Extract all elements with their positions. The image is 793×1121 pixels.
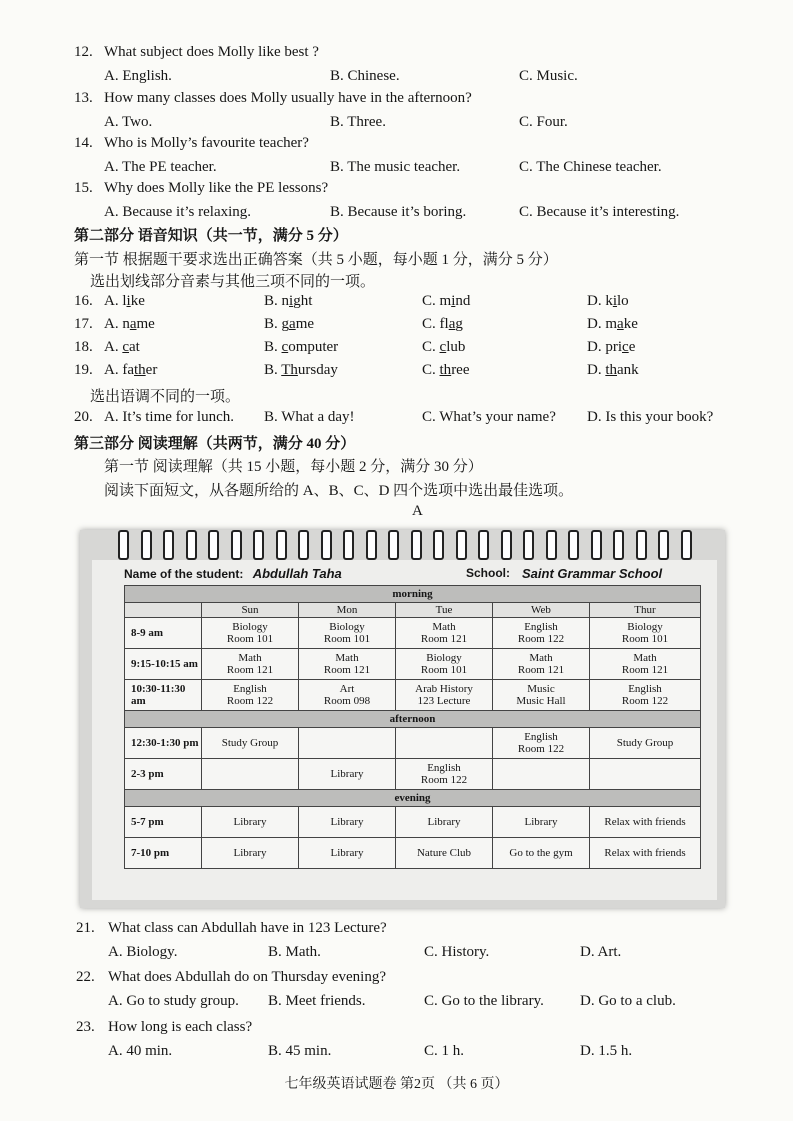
school-name: Saint Grammar School <box>522 566 663 581</box>
answer-option: A. It’s time for lunch. <box>104 409 234 425</box>
spiral-ring <box>546 530 557 560</box>
cell-room: Room 122 <box>517 633 565 645</box>
school-label: School: <box>466 566 510 580</box>
cell-room: Room 101 <box>621 633 669 645</box>
cell-subject: Biology <box>232 621 268 633</box>
day-header: Sun <box>202 603 299 618</box>
timetable-cell <box>202 618 299 649</box>
answer-option <box>104 316 155 333</box>
student-line <box>124 566 694 584</box>
cell-room: Room 122 <box>517 743 565 755</box>
part2-section: 第一节 根据题干要求选出正确答案（共 5 小题，每小题 1 分，满分 5 分） <box>74 252 558 268</box>
answer-option: C. Four. <box>519 114 568 130</box>
time-slot: 7-10 pm <box>125 838 202 869</box>
question-number: 23. <box>76 1019 95 1035</box>
cell-subject: Math <box>238 652 262 664</box>
answer-option: C. The Chinese teacher. <box>519 159 662 175</box>
answer-option: B. Math. <box>268 944 321 960</box>
period-header: morning <box>125 586 701 603</box>
question-number: 22. <box>76 969 95 985</box>
word-prefix: pri <box>605 339 623 355</box>
answer-option: B. Chinese. <box>330 68 400 84</box>
cell-subject: Nature Club <box>416 847 472 859</box>
word-prefix: n <box>281 293 290 309</box>
option-letter: D. <box>587 293 606 309</box>
answer-option <box>587 339 635 356</box>
answer-option: A. Go to study group. <box>108 993 239 1009</box>
cell-subject: Study Group <box>221 737 279 749</box>
timetable-cell <box>493 649 590 680</box>
timetable-cell <box>493 838 590 869</box>
day-header: Tue <box>396 603 493 618</box>
answer-option <box>587 316 638 333</box>
question-number: 18. <box>74 339 93 355</box>
cell-room: Room 121 <box>517 664 565 676</box>
day-header-blank <box>125 603 202 618</box>
answer-option <box>422 316 463 333</box>
question-number: 21. <box>76 920 95 936</box>
timetable-cell <box>396 838 493 869</box>
cell-room: Room 101 <box>420 664 468 676</box>
word-suffix: er <box>145 362 158 378</box>
question-number: 13. <box>74 90 93 106</box>
spiral-ring <box>208 530 219 560</box>
cell-subject: Biology <box>426 652 462 664</box>
option-letter: C. <box>422 339 440 355</box>
underlined-sound: c <box>439 339 447 355</box>
word-prefix: m <box>439 293 452 309</box>
day-header: Thur <box>590 603 701 618</box>
cell-subject: Arab History <box>415 683 473 695</box>
answer-option: A. Because it’s relaxing. <box>104 204 252 220</box>
answer-option: D. Is this your book? <box>587 409 714 425</box>
question-number: 12. <box>74 44 93 60</box>
timetable-cell <box>299 759 396 790</box>
answer-option <box>587 293 629 310</box>
underlined-sound: i <box>126 293 131 309</box>
spiral-ring <box>321 530 332 560</box>
underlined-sound: th <box>439 362 452 378</box>
timetable-cell <box>396 728 493 759</box>
part3-section: 第一节 阅读理解（共 15 小题，每小题 2 分，满分 30 分） <box>104 459 483 475</box>
student-name: Abdullah Taha <box>252 566 342 581</box>
cell-subject: Relax with friends <box>604 816 686 828</box>
answer-option <box>587 362 639 379</box>
cell-subject: English <box>427 762 461 774</box>
timetable-cell <box>396 807 493 838</box>
cell-subject: English <box>233 683 267 695</box>
cell-room: Room 121 <box>621 664 669 676</box>
option-letter: A. <box>104 339 123 355</box>
timetable-cell <box>202 649 299 680</box>
answer-option: A. Two. <box>104 114 153 130</box>
word-suffix: lub <box>446 339 466 355</box>
day-header: Web <box>493 603 590 618</box>
cell-room: Music Hall <box>516 695 566 707</box>
timetable-cell <box>590 728 701 759</box>
cell-subject: Art <box>339 683 355 695</box>
question-stem: What subject does Molly like best ? <box>104 44 319 60</box>
time-slot: 12:30-1:30 pm <box>125 728 202 759</box>
period-header: afternoon <box>125 711 701 728</box>
underlined-sound: i <box>451 293 456 309</box>
cell-subject: Library <box>330 847 364 859</box>
word-prefix: m <box>605 316 618 332</box>
answer-option: C. Music. <box>519 68 578 84</box>
option-letter: A. <box>104 362 123 378</box>
time-slot: 10:30-11:30 am <box>125 680 202 711</box>
timetable-cell <box>590 807 701 838</box>
cell-room: Room 122 <box>226 695 274 707</box>
day-header: Mon <box>299 603 396 618</box>
spiral-ring <box>298 530 309 560</box>
cell-subject: Go to the gym <box>509 847 573 859</box>
cell-subject: Study Group <box>616 737 674 749</box>
question-stem: How long is each class? <box>108 1019 253 1035</box>
spiral-ring <box>658 530 669 560</box>
option-letter: D. <box>587 316 606 332</box>
spiral-ring <box>366 530 377 560</box>
timetable-cell <box>493 618 590 649</box>
time-slot: 8-9 am <box>125 618 202 649</box>
time-slot: 9:15-10:15 am <box>125 649 202 680</box>
cell-subject: Math <box>335 652 359 664</box>
spiral-ring <box>478 530 489 560</box>
word-suffix: at <box>129 339 140 355</box>
spiral-ring <box>118 530 129 560</box>
underlined-sound: th <box>134 362 146 378</box>
spiral-ring <box>388 530 399 560</box>
word-prefix: fa <box>122 362 134 378</box>
part2-instruction2: 选出语调不同的一项。 <box>90 389 241 405</box>
answer-option: C. History. <box>424 944 490 960</box>
underlined-sound: c <box>622 339 629 355</box>
answer-option: B. Meet friends. <box>268 993 366 1009</box>
option-letter: B. <box>264 293 282 309</box>
underlined-sound: Th <box>281 362 298 378</box>
answer-option: C. What’s your name? <box>422 409 556 425</box>
underlined-sound: c <box>281 339 289 355</box>
answer-option <box>104 362 157 379</box>
cell-subject: Library <box>233 816 267 828</box>
cell-subject: Math <box>432 621 456 633</box>
cell-subject: Library <box>524 816 558 828</box>
answer-option: D. Art. <box>580 944 622 960</box>
word-prefix: l <box>122 293 127 309</box>
underlined-sound: a <box>129 316 137 332</box>
answer-option <box>422 362 470 379</box>
timetable-cell <box>590 649 701 680</box>
word-suffix: lo <box>617 293 629 309</box>
part2-instruction1: 选出划线部分音素与其他三项不同的一项。 <box>90 274 376 290</box>
cell-subject: Library <box>330 768 364 780</box>
timetable-cell <box>299 838 396 869</box>
question-number: 14. <box>74 135 93 151</box>
timetable-cell <box>396 759 493 790</box>
spiral-ring <box>636 530 647 560</box>
option-letter: D. <box>587 362 606 378</box>
timetable-cell <box>396 618 493 649</box>
question-number: 16. <box>74 293 93 309</box>
cell-room: Room 101 <box>226 633 274 645</box>
word-suffix: e <box>628 339 636 355</box>
spiral-ring <box>568 530 579 560</box>
timetable-cell <box>590 618 701 649</box>
cell-room: Room 101 <box>323 633 371 645</box>
underlined-sound: i <box>612 293 618 309</box>
answer-option: D. 1.5 h. <box>580 1043 633 1059</box>
question-stem: What class can Abdullah have in 123 Lecture? <box>108 920 387 936</box>
timetable-cell <box>396 649 493 680</box>
cell-subject: English <box>628 683 662 695</box>
question-stem: What does Abdullah do on Thursday evening? <box>108 969 386 985</box>
spiral-ring <box>523 530 534 560</box>
spiral-ring <box>591 530 602 560</box>
spiral-ring <box>276 530 287 560</box>
cell-room: Room 121 <box>420 633 468 645</box>
cell-room: Room 098 <box>323 695 371 707</box>
option-letter: A. <box>104 316 123 332</box>
underlined-sound: a <box>617 316 624 332</box>
timetable-cell <box>590 759 701 790</box>
cell-room: Room 122 <box>420 774 468 786</box>
timetable-cell <box>493 759 590 790</box>
answer-option: A. Biology. <box>108 944 178 960</box>
timetable-cell <box>396 680 493 711</box>
spiral-ring <box>343 530 354 560</box>
word-suffix: ght <box>293 293 313 309</box>
option-letter: B. <box>264 362 282 378</box>
word-prefix: g <box>281 316 290 332</box>
word-suffix: me <box>136 316 155 332</box>
spiral-ring <box>163 530 174 560</box>
answer-option: C. Go to the library. <box>424 993 544 1009</box>
cell-room: 123 Lecture <box>417 695 471 707</box>
cell-subject: English <box>524 731 558 743</box>
timetable-cell <box>493 728 590 759</box>
question-number: 15. <box>74 180 93 196</box>
timetable-cell <box>202 728 299 759</box>
student-label: Name of the student: <box>124 567 244 581</box>
timetable-cell <box>299 728 396 759</box>
cell-subject: Library <box>427 816 461 828</box>
period-header: evening <box>125 790 701 807</box>
answer-option <box>422 293 470 310</box>
spiral-ring <box>186 530 197 560</box>
answer-option <box>104 339 140 356</box>
cell-room: Room 121 <box>323 664 371 676</box>
word-prefix: fl <box>439 316 449 332</box>
answer-option: C. 1 h. <box>424 1043 465 1059</box>
timetable-cell <box>493 680 590 711</box>
cell-subject: Biology <box>329 621 365 633</box>
question-number: 20. <box>74 409 93 425</box>
time-slot: 2-3 pm <box>125 759 202 790</box>
question-stem: Who is Molly’s favourite teacher? <box>104 135 309 151</box>
timetable-cell <box>590 680 701 711</box>
spiral-ring <box>681 530 692 560</box>
cell-subject: Math <box>633 652 657 664</box>
spiral-ring <box>141 530 152 560</box>
timetable-cell <box>202 759 299 790</box>
question-stem: How many classes does Molly usually have in the afternoon? <box>104 90 472 106</box>
option-letter: C. <box>422 316 440 332</box>
answer-option: A. The PE teacher. <box>104 159 217 175</box>
answer-option: B. 45 min. <box>268 1043 332 1059</box>
word-suffix: ank <box>617 362 639 378</box>
cell-subject: Relax with friends <box>604 847 686 859</box>
question-number: 17. <box>74 316 93 332</box>
word-suffix: ree <box>451 362 470 378</box>
cell-subject: Library <box>233 847 267 859</box>
word-suffix: g <box>455 316 463 332</box>
cell-subject: Music <box>527 683 555 695</box>
option-letter: B. <box>264 339 282 355</box>
cell-subject: English <box>524 621 558 633</box>
word-prefix: n <box>122 316 130 332</box>
timetable <box>124 585 701 869</box>
option-letter: D. <box>587 339 606 355</box>
word-suffix: ke <box>130 293 145 309</box>
timetable-cell <box>202 838 299 869</box>
cell-subject: Math <box>529 652 553 664</box>
part3-heading: 第三部分 阅读理解（共两节，满分 40 分） <box>74 436 356 452</box>
answer-option: A. 40 min. <box>108 1043 173 1059</box>
spiral-ring <box>501 530 512 560</box>
part2-heading: 第二部分 语音知识（共一节，满分 5 分） <box>74 228 348 244</box>
spiral-ring <box>231 530 242 560</box>
word-suffix: me <box>295 316 315 332</box>
answer-option <box>264 339 338 356</box>
option-letter: C. <box>422 293 440 309</box>
word-prefix: k <box>605 293 613 309</box>
word-suffix: nd <box>455 293 471 309</box>
page-footer: 七年级英语试题卷 第2页 （共 6 页） <box>284 1077 509 1092</box>
spiral-ring <box>613 530 624 560</box>
underlined-sound: a <box>289 316 296 332</box>
timetable-cell <box>299 618 396 649</box>
timetable-cell <box>202 807 299 838</box>
cell-subject: Library <box>330 816 364 828</box>
underlined-sound: a <box>448 316 456 332</box>
timetable-cell <box>299 807 396 838</box>
timetable-cell <box>202 680 299 711</box>
answer-option <box>264 293 312 310</box>
underlined-sound: i <box>289 293 294 309</box>
timetable-cell <box>590 838 701 869</box>
answer-option <box>264 362 338 379</box>
word-suffix: omputer <box>288 339 339 355</box>
answer-option <box>104 293 145 310</box>
question-number: 19. <box>74 362 93 378</box>
spiral-ring <box>253 530 264 560</box>
answer-option <box>422 339 465 356</box>
word-suffix: ke <box>623 316 638 332</box>
answer-option: A. English. <box>104 68 172 84</box>
passage-label: A <box>412 503 423 519</box>
answer-option <box>264 316 314 333</box>
answer-option: D. Go to a club. <box>580 993 676 1009</box>
question-stem: Why does Molly like the PE lessons? <box>104 180 329 196</box>
timetable-cell <box>493 807 590 838</box>
underlined-sound: th <box>605 362 618 378</box>
cell-room: Room 122 <box>621 695 669 707</box>
underlined-sound: c <box>122 339 130 355</box>
option-letter: C. <box>422 362 440 378</box>
timetable-cell <box>299 649 396 680</box>
time-slot: 5-7 pm <box>125 807 202 838</box>
answer-option: B. Three. <box>330 114 386 130</box>
answer-option: B. The music teacher. <box>330 159 461 175</box>
timetable-cell <box>299 680 396 711</box>
answer-option: C. Because it’s interesting. <box>519 204 680 220</box>
spiral-ring <box>456 530 467 560</box>
answer-option: B. What a day! <box>264 409 355 425</box>
part3-instruction: 阅读下面短文，从各题所给的 A、B、C、D 四个选项中选出最佳选项。 <box>104 483 574 499</box>
word-suffix: ursday <box>297 362 338 378</box>
cell-subject: Biology <box>627 621 663 633</box>
spiral-ring <box>433 530 444 560</box>
spiral-ring <box>411 530 422 560</box>
spiral-binding <box>118 530 703 560</box>
cell-room: Room 121 <box>226 664 274 676</box>
answer-option: B. Because it’s boring. <box>330 204 467 220</box>
option-letter: B. <box>264 316 282 332</box>
option-letter: A. <box>104 293 123 309</box>
